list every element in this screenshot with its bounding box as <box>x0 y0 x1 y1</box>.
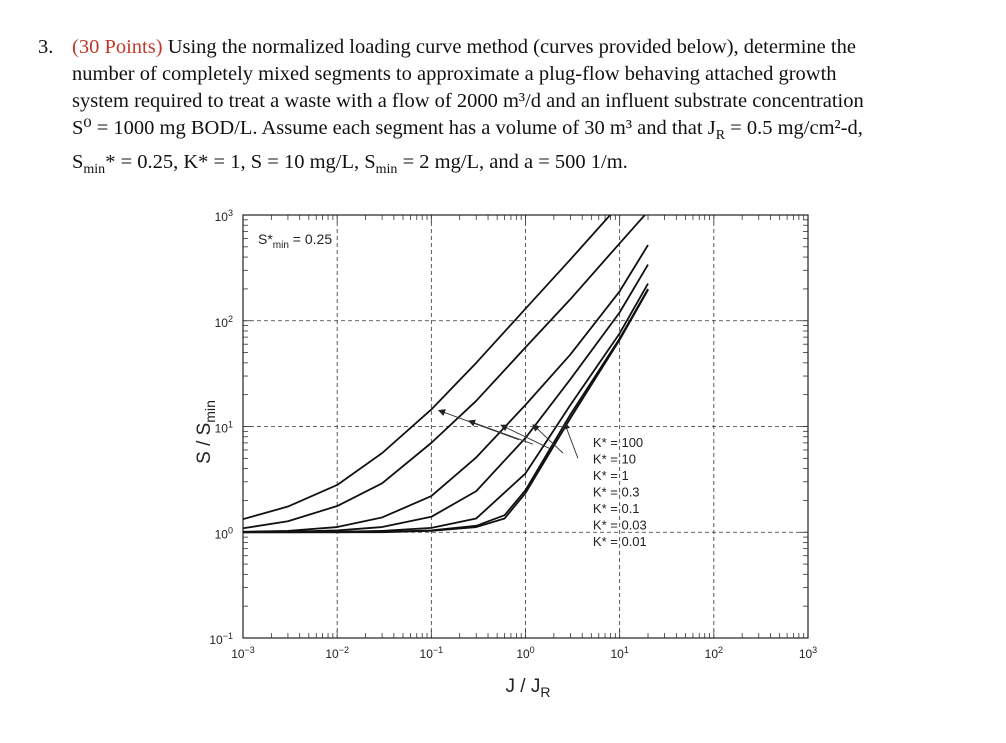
y-tick-base: 10 <box>214 421 228 436</box>
legend <box>593 435 647 549</box>
loading-curve-chart <box>160 200 820 700</box>
curve-k-5 <box>243 289 648 532</box>
x-tick-exp: 3 <box>812 645 818 655</box>
curve-k-6 <box>243 290 648 532</box>
legend-label: K* = 0.01 <box>592 534 647 549</box>
problem-line-5-s: S <box>72 151 84 174</box>
x-tick-exp: −1 <box>432 645 444 655</box>
x-tick-exp: 1 <box>623 645 629 655</box>
x-axis-label <box>506 676 551 700</box>
y-tick-exp: 2 <box>227 313 233 324</box>
legend-arrow <box>469 421 533 444</box>
problem-line-4-tail: = 0.5 mg/cm²-d, <box>725 117 863 139</box>
y-tick-exp: 3 <box>227 208 233 218</box>
y-axis-label-sub: min <box>202 400 218 423</box>
y-tick-label <box>215 525 233 541</box>
x-axis-label-sub: R <box>540 684 551 700</box>
x-tick-labels <box>231 645 817 661</box>
x-tick-base: 10 <box>610 647 624 661</box>
x-tick-exp: −2 <box>338 645 349 655</box>
x-tick-label <box>799 645 817 661</box>
y-tick-exp: 1 <box>227 419 233 430</box>
legend-arrows <box>439 410 578 458</box>
legend-label: K* = 0.3 <box>592 484 640 500</box>
problem-line-1: Using the normalized loading curve method (curves provided below), determine the <box>167 36 856 58</box>
curve-k-1 <box>243 211 648 528</box>
y-tick-base: 10 <box>214 315 228 330</box>
problem-statement <box>38 34 958 183</box>
y-tick-label <box>209 631 233 647</box>
x-tick-base: 10 <box>325 647 339 661</box>
x-axis-label-main: J / J <box>505 676 541 697</box>
y-tick-label <box>215 208 233 224</box>
x-tick-base: 10 <box>231 647 245 661</box>
y-tick-base: 10 <box>214 527 228 542</box>
smin-subscript: min <box>375 162 398 178</box>
y-axis-label-main: S / S <box>194 422 215 464</box>
legend-label: K* = 1 <box>592 468 629 483</box>
y-tick-label <box>215 314 233 330</box>
smin-star-subscript: min <box>83 162 106 178</box>
y-tick-base: 10 <box>209 633 223 647</box>
problem-line-2: number of completely mixed segments to approximate a plug-flow behaving attached growth <box>72 63 837 85</box>
y-tick-exp: 0 <box>227 525 233 536</box>
problem-line-5-mid: * = 0.25, K* = 1, S = 10 mg/L, S <box>105 151 376 174</box>
smin-prefix: S* <box>258 231 273 247</box>
x-tick-exp: 0 <box>529 645 535 655</box>
legend-label: K* = 10 <box>592 451 636 467</box>
jr-subscript: R <box>715 128 726 144</box>
y-axis-label <box>194 400 218 464</box>
x-tick-exp: −3 <box>244 645 255 655</box>
y-tick-base: 10 <box>214 210 228 224</box>
legend-label: K* = 0.03 <box>592 517 647 533</box>
legend-arrow <box>565 423 578 458</box>
problem-number: 3. <box>38 36 54 58</box>
legend-label: K* = 100 <box>592 435 644 450</box>
y-tick-exp: −1 <box>222 631 233 641</box>
x-tick-label <box>516 645 534 661</box>
grid-lines <box>243 215 808 638</box>
curve-k-3 <box>243 265 648 533</box>
x-tick-base: 10 <box>704 647 719 661</box>
x-tick-label <box>610 645 628 661</box>
smin-suffix: = 0.25 <box>288 231 333 247</box>
problem-line-5-tail: = 2 mg/L, and a = 500 1/m. <box>397 151 628 174</box>
smin-sub: min <box>272 240 289 251</box>
x-tick-exp: 2 <box>718 645 724 655</box>
curves <box>243 200 648 532</box>
problem-line-4: S⁰ = 1000 mg BOD/L. Assume each segment has a volume of 30 m³ and that J <box>72 117 716 139</box>
x-tick-label <box>325 645 349 661</box>
x-tick-label <box>705 645 723 661</box>
x-tick-label <box>420 645 444 661</box>
x-tick-base: 10 <box>419 647 433 661</box>
curve-k-0 <box>243 200 648 519</box>
x-tick-label <box>231 645 255 661</box>
x-tick-base: 10 <box>516 647 530 661</box>
problem-points: (30 Points) <box>72 36 163 58</box>
problem-line-3: system required to treat a waste with a flow of 2000 m³/d and an influent substrate concentration <box>72 90 864 112</box>
problem-body <box>72 34 958 183</box>
legend-label: K* = 0.1 <box>592 501 640 516</box>
x-tick-base: 10 <box>798 647 813 661</box>
smin-annotation <box>258 231 332 251</box>
